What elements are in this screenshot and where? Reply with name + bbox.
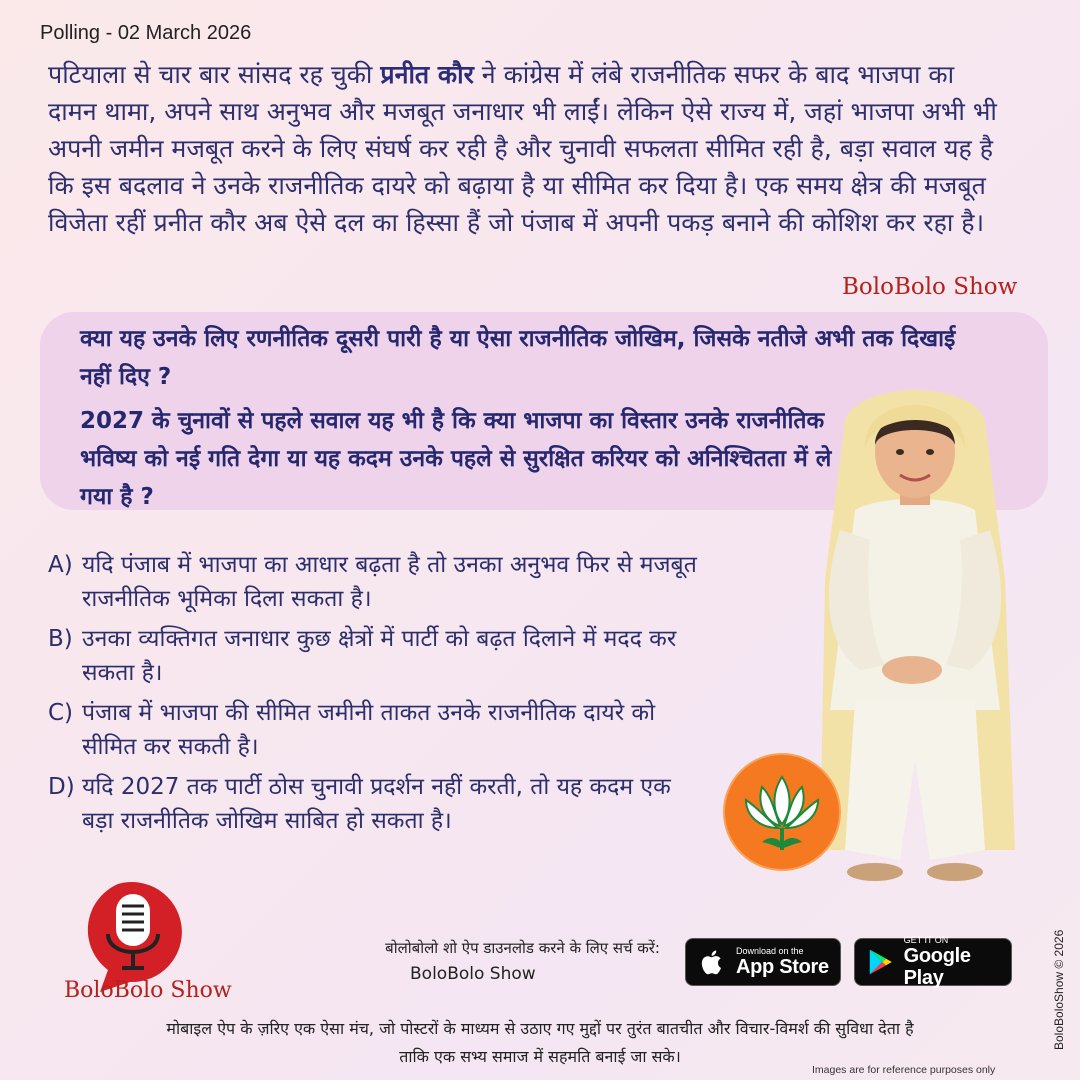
option-key: A) — [48, 552, 73, 578]
disclaimer: Images are for reference purposes only — [812, 1064, 996, 1076]
app-store-button[interactable] — [685, 938, 841, 986]
option-c[interactable] — [48, 696, 708, 764]
google-play-big-text: Google Play — [903, 945, 971, 989]
google-play-small-text: GET IT ON — [903, 935, 949, 945]
option-key: C) — [48, 700, 74, 726]
download-app-name: BoloBolo Show — [410, 964, 536, 984]
question-1: क्या यह उनके लिए रणनीतिक दूसरी पारी है या ऐसा राजनीतिक जोखिम, जिसके नतीजे अभी तक दिखाई नहीं दिए ? — [80, 326, 956, 390]
footer-text — [20, 1015, 1060, 1071]
download-prompt: बोलोबोलो शो ऐप डाउनलोड करने के लिए सर्च करें: — [385, 939, 660, 957]
option-text: उनका व्यक्तिगत जनाधार कुछ क्षेत्रों में पार्टी को बढ़त दिलाने में मदद कर सकता है। — [82, 626, 677, 686]
option-text: यदि 2027 तक पार्टी ठोस चुनावी प्रदर्शन नहीं करती, तो यह कदम एक बड़ा राजनीतिक जोखिम साबित हो सकता है। — [82, 774, 671, 834]
lotus-icon — [722, 752, 842, 872]
app-store-small-text: Download on the — [736, 946, 804, 956]
app-store-big-text: App Store — [736, 956, 829, 978]
option-b[interactable] — [48, 622, 708, 690]
copyright: BoloBoloShow © 2026 — [1052, 929, 1066, 1050]
brand-watermark: BoloBolo Show — [842, 274, 1018, 300]
poll-options — [48, 548, 708, 844]
apple-icon — [696, 946, 728, 978]
google-play-button[interactable] — [854, 935, 1012, 989]
option-a[interactable] — [48, 548, 708, 616]
footer-line-1: मोबाइल ऐप के ज़रिए एक ऐसा मंच, जो पोस्टरों के माध्यम से उठाए गए मुद्दों पर तुरंत बातचीत और विचार-विमर्श की सुविधा देता है — [166, 1019, 914, 1038]
option-key: B) — [48, 626, 73, 652]
option-key: D) — [48, 774, 75, 800]
option-text: यदि पंजाब में भाजपा का आधार बढ़ता है तो उनका अनुभव फिर से मजबूत राजनीतिक भूमिका दिला सकता है। — [82, 552, 697, 612]
intro-paragraph — [48, 56, 1008, 241]
google-play-icon — [865, 946, 896, 978]
brand-logo-text: BoloBolo Show — [64, 978, 232, 1003]
poll-date: Polling - 02 March 2026 — [40, 22, 252, 44]
option-d[interactable] — [48, 770, 708, 838]
intro-text-part2: ने कांग्रेस में लंबे राजनीतिक सफर के बाद भाजपा का दामन थामा, अपने साथ अनुभव और मजबूत जनाधार भी लाईं। लेकिन ऐसे राज्य में, जहां भाजपा अभी भी अपनी जमीन मजबूत करने के लिए संघर्ष कर रही है और चुनावी सफलता सीमित रही है, बड़ा सवाल यह है कि इस बदलाव ने उनके राजनीतिक दायरे को बढ़ाया है या सीमित कर दिया है। एक समय क्षेत्र की मजबूत विजेता रहीं प्रनीत कौर अब ऐसे दल का हिस्सा हैं जो पंजाब में अपनी पकड़ बनाने की कोशिश कर रहा है। — [48, 60, 997, 237]
question-2: 2027 के चुनावों से पहले सवाल यह भी है कि क्या भाजपा का विस्तार उनके राजनीतिक भविष्य को नई गति देगा या यह कदम उनके पहले से सुरक्षित करियर को अनिश्चितता में ले गया है ? — [80, 408, 832, 510]
intro-name: प्रनीत कौर — [380, 60, 474, 89]
intro-text-part1: पटियाला से चार बार सांसद रह चुकी — [48, 60, 381, 89]
option-text: पंजाब में भाजपा की सीमित जमीनी ताकत उनके राजनीतिक दायरे को सीमित कर सकती है। — [82, 700, 656, 760]
footer-line-2: ताकि एक सभ्य समाज में सहमति बनाई जा सके। — [399, 1047, 681, 1066]
